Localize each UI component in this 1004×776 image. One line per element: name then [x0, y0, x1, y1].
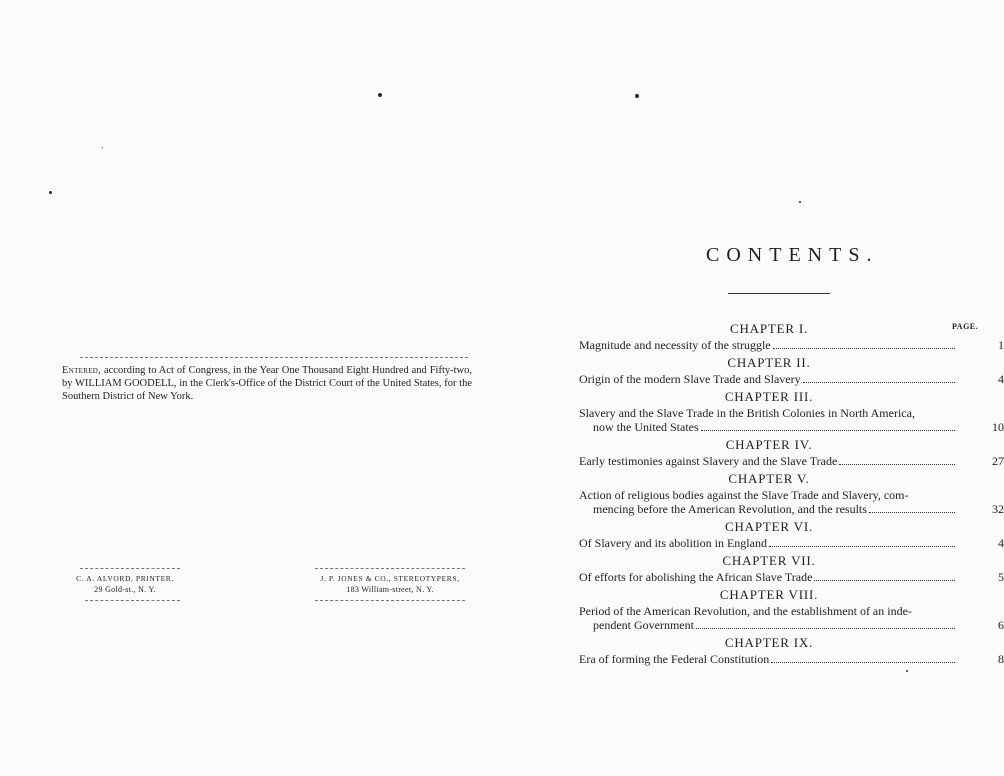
toc-page-number: 8 — [998, 652, 1004, 666]
copyright-notice — [62, 364, 472, 403]
toc-entry-text: Of efforts for abolishing the African Slave Trade — [579, 570, 813, 584]
chapter-heading: CHAPTER IV. — [725, 437, 813, 452]
stereotyper-rule — [315, 568, 465, 569]
toc-entry[interactable] — [579, 536, 1004, 550]
contents-title: CONTENTS. — [706, 244, 879, 266]
copyright-entered: Entered, — [62, 365, 102, 376]
chapter-heading: CHAPTER V. — [728, 471, 810, 486]
toc-entry-text: Magnitude and necessity of the struggle — [579, 338, 771, 352]
toc-page-number: 27 — [992, 454, 1004, 468]
toc-entry-text: pendent Government — [593, 618, 694, 632]
toc-page-number: 32 — [992, 502, 1004, 516]
stereotyper-rule-bottom — [315, 600, 465, 601]
chapter-heading: CHAPTER IX. — [724, 635, 814, 650]
dot-leader — [803, 381, 955, 383]
printer-address: 29 Gold-st., N. Y. — [94, 585, 156, 594]
title-rule — [728, 293, 830, 294]
ink-speck — [906, 670, 908, 672]
stereotyper-name: J. P. JONES & CO., STEREOTYPERS, — [320, 574, 460, 583]
toc-entry[interactable] — [579, 406, 1004, 434]
toc-entry[interactable] — [579, 454, 1004, 468]
toc-entry-text: mencing before the American Revolution, and the results — [593, 502, 867, 516]
dot-leader — [701, 429, 955, 431]
toc-entry-text: Early testimonies against Slavery and the Slave Trade — [579, 454, 838, 468]
table-of-contents — [579, 318, 1004, 667]
chapter-heading: CHAPTER III. — [724, 389, 814, 404]
toc-entry-text: Of Slavery and its abolition in England — [579, 536, 767, 550]
toc-entry[interactable] — [579, 372, 1004, 386]
ink-speck — [378, 93, 382, 97]
toc-page-number: 10 — [992, 420, 1004, 434]
top-rule — [80, 357, 468, 358]
chapter-heading: CHAPTER II. — [727, 355, 811, 370]
toc-entry[interactable] — [579, 488, 1004, 516]
ink-speck — [799, 201, 801, 203]
toc-page-number: 5 — [998, 570, 1004, 584]
toc-page-number: 4 — [998, 536, 1004, 550]
dot-leader — [769, 545, 955, 547]
toc-entry[interactable] — [579, 652, 1004, 666]
ink-speck — [49, 191, 52, 194]
page-column-label: PAGE. — [952, 322, 979, 331]
printer-rule-bottom — [85, 600, 180, 601]
ink-speck — [635, 94, 639, 98]
dot-leader — [696, 627, 955, 629]
stereotyper-address: 183 William-street, N. Y. — [346, 585, 434, 594]
dot-leader — [771, 661, 955, 663]
copyright-text: according to Act of Congress, in the Year One Thousand Eight Hundred and Fifty-two, by WILLIAM GOODELL, in the Clerk's-Office of the District Court of the United States, for the Southern District of New York. — [62, 365, 473, 402]
toc-entry-text: Action of religious bodies against the Slave Trade and Slavery, com- — [579, 488, 909, 502]
dot-leader — [773, 347, 955, 349]
chapter-heading: CHAPTER VII. — [722, 553, 816, 568]
toc-page-number: 1 — [998, 338, 1004, 352]
toc-entry-text: Era of forming the Federal Constitution — [579, 652, 770, 666]
toc-entry[interactable] — [579, 338, 1004, 352]
toc-page-number: 6 — [998, 618, 1004, 632]
toc-entry[interactable] — [579, 604, 1004, 632]
printer-rule — [80, 568, 180, 569]
printer-name: C. A. ALVORD, PRINTER, — [76, 574, 174, 583]
chapter-heading: CHAPTER I. — [729, 321, 809, 336]
dot-leader — [839, 463, 955, 465]
toc-entry-text: Period of the American Revolution, and the establishment of an inde- — [579, 604, 912, 618]
printer-imprint — [55, 573, 195, 595]
stereotyper-imprint — [300, 573, 480, 595]
dot-leader — [869, 511, 955, 513]
ink-speck — [102, 147, 103, 148]
toc-page-number: 4 — [998, 372, 1004, 386]
toc-entry-text: Slavery and the Slave Trade in the British Colonies in North America, — [579, 406, 915, 420]
toc-entry[interactable] — [579, 570, 1004, 584]
toc-entry-text: now the United States — [593, 420, 699, 434]
chapter-heading: CHAPTER VIII. — [719, 587, 819, 602]
dot-leader — [814, 579, 955, 581]
toc-entry-text: Origin of the modern Slave Trade and Slavery — [579, 372, 801, 386]
chapter-heading: CHAPTER VI. — [724, 519, 813, 534]
right-page — [520, 0, 1004, 776]
